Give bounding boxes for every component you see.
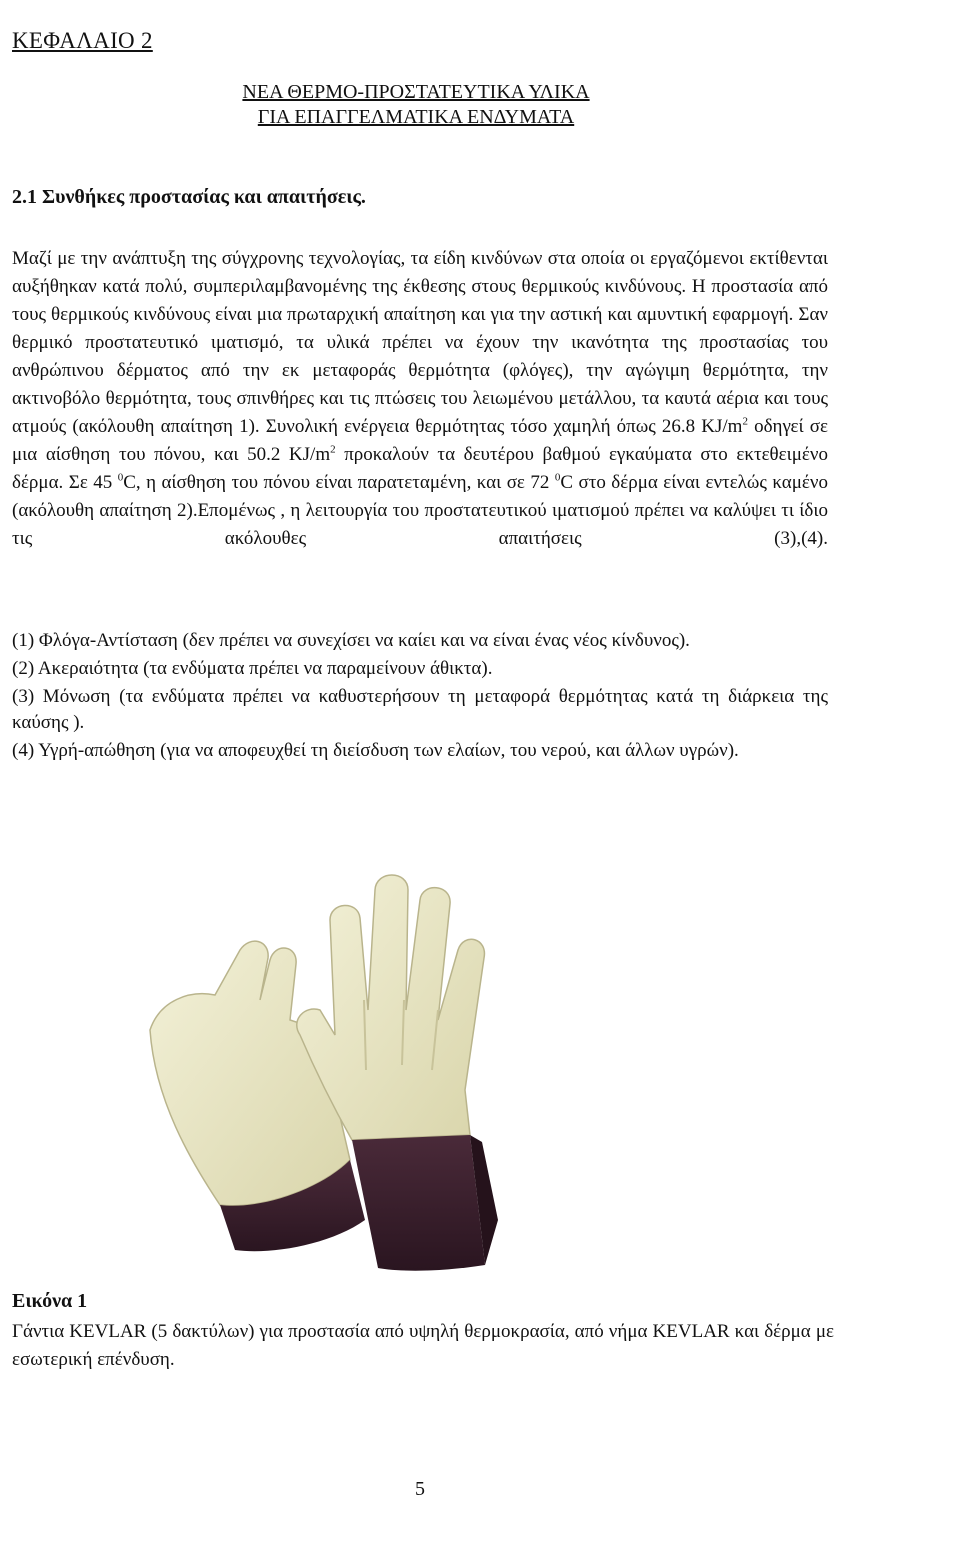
paragraph-text-3: προκαλούν τα δευτέρου βαθμού εγκαύματα στο εκτεθειμένο δέρμα. Σε 45 — [12, 444, 828, 493]
figure-caption-label: Εικόνα 1 — [12, 1290, 88, 1312]
list-item: (3) Μόνωση (τα ενδύματα πρέπει να καθυστερήσουν τη μεταφορά θερμότητας κατά τη διάρκεια της καύσης ). — [12, 686, 828, 733]
superscript-4: 0 — [554, 471, 561, 484]
kevlar-gloves-image — [120, 860, 640, 1280]
section-heading: 2.1 Συνθήκες προστασίας και απαιτήσεις. — [12, 186, 366, 208]
paragraph-text-1: Μαζί με την ανάπτυξη της σύγχρονης τεχνολογίας, τα είδη κινδύνων στα οποία οι εργαζόμενοι εκτίθενται αυξήθηκαν κατά πολύ, συμπεριλαμβανομένης της έκθεσης στους θερμικούς κινδύνους. Η προστασία από τους θερμικούς κινδύνους είναι μια πρωταρχική απαίτηση και για την αστική και αμυντική εφαρμογή. Σαν θερμικό προστατευτικό ιματισμό, τα υλικά πρέπει να έχουν την ικανότητα της προστασίας του ανθρώπινου δέρματος από την εκ μεταφοράς θερμότητα (φλόγες), την αγώγιμη θερμότητα, την ακτινοβόλο θερμότητα, τους σπινθήρες και τις πτώσεις του λειωμένου μετάλλου, τα καυτά αέρια και τους ατμούς (ακόλουθη απαίτηση 1). Συνολική ενέργεια θερμότητας τόσο χαμηλή όπως 26.8 KJ/m — [12, 248, 828, 437]
paragraph-text-2: οδηγεί σε μια αίσθηση του πόνου, και 50.2 KJ/m — [12, 416, 828, 465]
document-title — [0, 80, 830, 130]
list-item: (4) Υγρή-απώθηση (για να αποφευχθεί τη διείσδυση των ελαίων, του νερού, και άλλων υγρών). — [12, 740, 739, 761]
superscript-1: 2 — [742, 415, 748, 428]
requirements-list — [12, 628, 828, 766]
page-number: 5 — [415, 1478, 425, 1500]
superscript-3: 0 — [117, 471, 124, 484]
paragraph-text-4: C, η αίσθηση του πόνου είναι παρατεταμένη, και σε 72 — [123, 472, 555, 493]
list-item: (1) Φλόγα-Αντίσταση (δεν πρέπει να συνεχίσει να καίει και να είναι ένας νέος κίνδυνος). — [12, 630, 690, 651]
list-item: (2) Ακεραιότητα (τα ενδύματα πρέπει να παραμείνουν άθικτα). — [12, 658, 493, 679]
paragraph-text-5: C στο δέρμα είναι εντελώς καμένο (ακόλουθη απαίτηση 2).Επομένως , η λειτουργία του προστατευτικού ιματισμού πρέπει να καλύψει τι ίδιο τις ακόλουθες απαιτήσεις (3),(4). — [12, 472, 828, 549]
body-paragraph — [12, 245, 828, 553]
chapter-heading: ΚΕΦΑΛΑΙΟ 2 — [12, 28, 153, 53]
title-line-1: ΝΕΑ ΘΕΡΜΟ-ΠΡΟΣΤΑΤΕΥΤΙΚΑ ΥΛΙΚΑ — [242, 81, 590, 103]
title-line-2: ΓΙΑ ΕΠΑΓΓΕΛΜΑΤΙΚΑ ΕΝΔΥΜΑΤΑ — [257, 106, 575, 128]
figure-caption-text: Γάντια KEVLAR (5 δακτύλων) για προστασία από υψηλή θερμοκρασία, από νήμα KEVLAR και δέρμα με εσωτερική επένδυση. — [12, 1321, 834, 1370]
superscript-2: 2 — [330, 443, 336, 456]
